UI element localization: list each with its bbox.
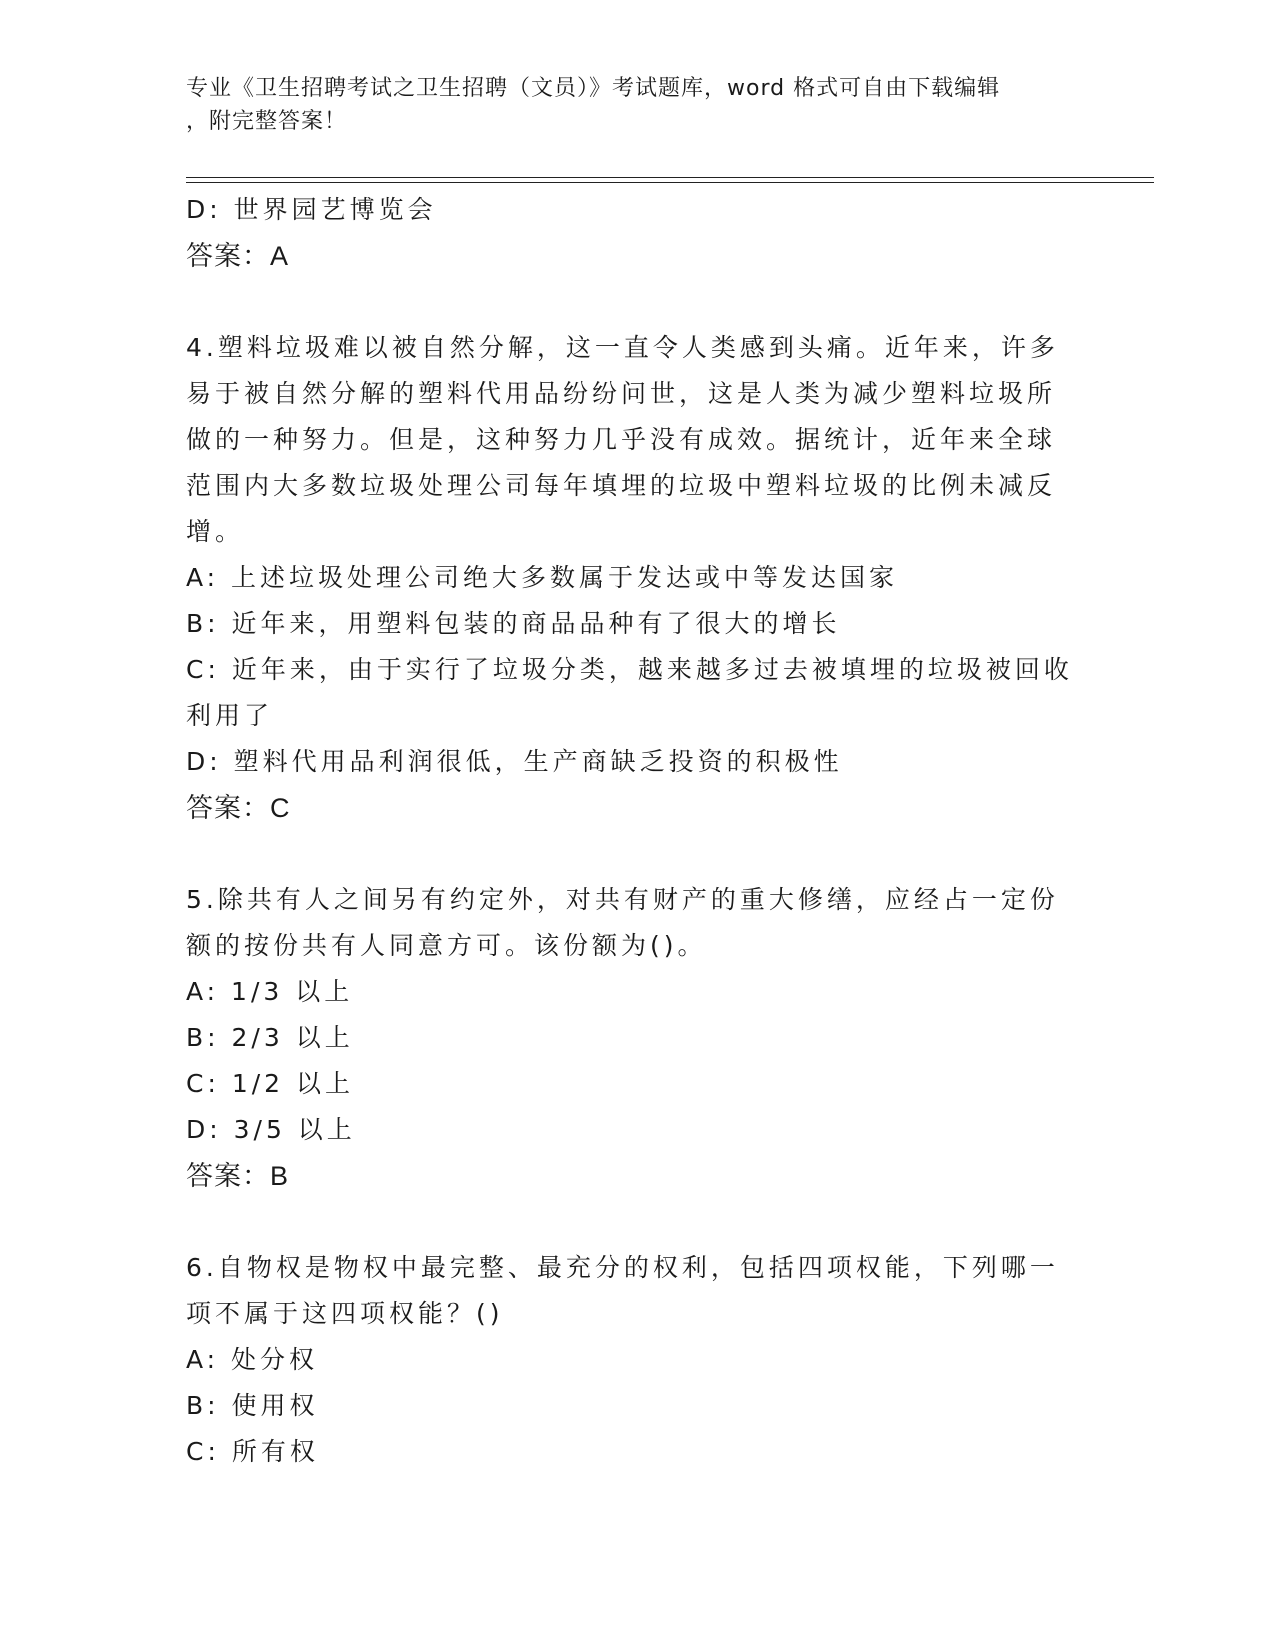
option-b: B: 近年来，用塑料包装的商品品种有了很大的增长 xyxy=(186,609,841,638)
header-line-1: 专业《卫生招聘考试之卫生招聘（文员）》考试题库，word 格式可自由下载编辑 xyxy=(186,76,1001,101)
option-d: D: 世界园艺博览会 xyxy=(186,195,437,224)
option-d: D: 塑料代用品利润很低，生产商缺乏投资的积极性 xyxy=(186,747,843,776)
option-c: C: 1/2 以上 xyxy=(186,1069,355,1098)
spacer xyxy=(186,279,1086,325)
question-6 xyxy=(186,1245,1086,1475)
answer-label: 答案：C xyxy=(186,793,291,823)
header-divider-top xyxy=(186,177,1154,178)
option-a: A: 处分权 xyxy=(186,1345,319,1374)
option-a: A: 上述垃圾处理公司绝大多数属于发达或中等发达国家 xyxy=(186,563,899,592)
header-line-2: ，附完整答案！ xyxy=(186,109,348,134)
answer-label: 答案：A xyxy=(186,241,290,271)
option-b: B: 使用权 xyxy=(186,1391,319,1420)
question-stem-line: 6.自物权是物权中最完整、最充分的权利，包括四项权能，下列哪一 xyxy=(186,1253,1059,1282)
question-stem-line: 项不属于这四项权能？() xyxy=(186,1299,504,1328)
question-stem-line: 易于被自然分解的塑料代用品纷纷问世，这是人类为减少塑料垃圾所 xyxy=(186,379,1057,408)
question-stem-line: 范围内大多数垃圾处理公司每年填埋的垃圾中塑料垃圾的比例未减反 xyxy=(186,471,1057,500)
spacer xyxy=(186,831,1086,877)
question-stem-line: 额的按份共有人同意方可。该份额为()。 xyxy=(186,931,707,960)
option-c: C: 所有权 xyxy=(186,1437,319,1466)
option-c-continued: 利用了 xyxy=(186,701,274,730)
page-header xyxy=(186,72,1086,138)
spacer xyxy=(186,1199,1086,1245)
answer-label: 答案：B xyxy=(186,1161,290,1191)
header-divider-bottom xyxy=(186,182,1154,183)
question-stem-line: 4.塑料垃圾难以被自然分解，这一直令人类感到头痛。近年来，许多 xyxy=(186,333,1059,362)
question-3-tail xyxy=(186,187,1086,279)
option-a: A: 1/3 以上 xyxy=(186,977,354,1006)
option-c: C: 近年来，由于实行了垃圾分类，越来越多过去被填埋的垃圾被回收 xyxy=(186,655,1073,684)
option-d: D: 3/5 以上 xyxy=(186,1115,356,1144)
document-body xyxy=(186,187,1086,1475)
question-stem-line: 增。 xyxy=(186,517,245,546)
question-5 xyxy=(186,877,1086,1199)
question-stem-line: 做的一种努力。但是，这种努力几乎没有成效。据统计，近年来全球 xyxy=(186,425,1057,454)
question-4 xyxy=(186,325,1086,831)
option-b: B: 2/3 以上 xyxy=(186,1023,354,1052)
question-stem-line: 5.除共有人之间另有约定外，对共有财产的重大修缮，应经占一定份 xyxy=(186,885,1059,914)
